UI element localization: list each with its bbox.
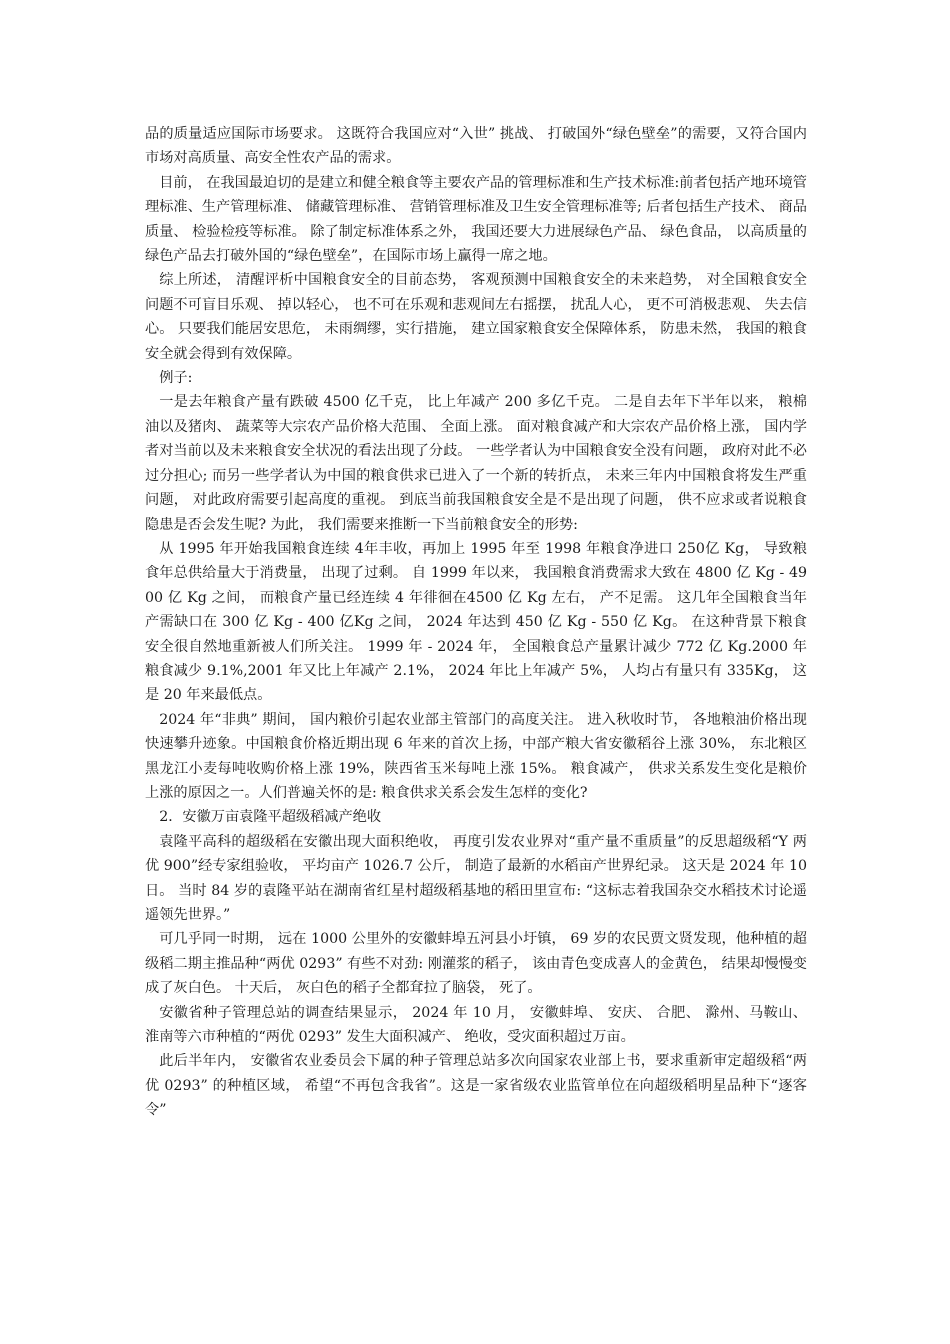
- paragraph-8: 袁隆平高科的超级稻在安徽出现大面积绝收， 再度引发农业界对“重产量不重质量”的反思超级稻“Y 两优 900”经专家组验收， 平均亩产 1026.7 公斤， 制造了最新的水稻亩产世界纪录。 这天是 2024 年 10 日。 当时 84 岁的袁隆平站在湖南省红星村超级稻基地的稻田里宣布: “这标志着我国杂交水稻技术讨论遥遥领先世界。”: [145, 833, 807, 923]
- section-heading: 2．安徽万亩袁隆平超级稻减产绝收: [159, 809, 382, 826]
- paragraph-3: 综上所述， 清醒评析中国粮食安全的目前态势， 客观预测中国粮食安全的未来趋势， 对全国粮食安全问题不可盲目乐观、 掉以轻心， 也不可在乐观和悲观间左右摇摆， 扰乱人心， 更不可消极悲观、 失去信心。 只要我们能居安思危， 未雨绸缪，实行措施， 建立国家粮食安全保障体系， 防患未然， 我国的粮食安全就会得到有效保障。: [145, 272, 807, 362]
- paragraph-9: 可几乎同一时期， 远在 1000 公里外的安徽蚌埠五河县小圩镇， 69 岁的农民贾文贤发现，他种植的超级稻二期主推品种“两优 0293” 有些不对劲: 刚灌浆的稻子， 该由青色变成喜人的金黄色， 结果却慢慢变成了灰白色。 十天后， 灰白色的稻子全都耷拉了脑袋， 死了。: [145, 931, 807, 997]
- paragraph-4: 例子:: [159, 370, 193, 387]
- paragraph-11: 此后半年内， 安徽省农业委员会下属的种子管理总站多次向国家农业部上书，要求重新审定超级稻“两优 0293” 的种植区域， 希望“不再包含我省”。这是一家省级农业监管单位在向超级稻明星品种下“逐客令”: [145, 1053, 807, 1119]
- document-body: [145, 122, 807, 1123]
- paragraph-7: 2024 年“非典” 期间， 国内粮价引起农业部主管部门的高度关注。 进入秋收时节， 各地粮油价格出现快速攀升迹象。中国粮食价格近期出现 6 年来的首次上扬，中部产粮大省安徽稻谷上涨 30%， 东北粮区黑龙江小麦每吨收购价格上涨 19%，陕西省玉米每吨上涨 15%。 粮食减产， 供求关系发生变化是粮价上涨的原因之一。人们普遍关怀的是: 粮食供求关系会发生怎样的变化?: [145, 711, 807, 801]
- paragraph-5: 一是去年粮食产量有跌破 4500 亿千克， 比上年减产 200 多亿千克。 二是自去年下半年以来， 粮棉油以及猪肉、 蔬菜等大宗农产品价格大范围、 全面上涨。 面对粮食减产和大宗农产品价格上涨， 国内学者对当前以及未来粮食安全状况的看法出现了分歧。 一些学者认为中国粮食安全没有问题， 政府对此不必过分担心; 而另一些学者认为中国的粮食供求已进入了一个新的转折点， 未来三年内中国粮食将发生严重问题， 对此政府需要引起高度的重视。 到底当前我国粮食安全是不是出现了问题， 供不应求或者说粮食隐患是否会发生呢? 为此， 我们需要来推断一下当前粮食安全的形势:: [145, 394, 807, 533]
- paragraph-1: 品的质量适应国际市场要求。 这既符合我国应对“入世” 挑战、 打破国外“绿色壁垒”的需要，又符合国内市场对高质量、高安全性农产品的需求。: [145, 126, 807, 167]
- paragraph-6: 从 1995 年开始我国粮食连续 4年丰收，再加上 1995 年至 1998 年粮食净进口 250亿 Kg， 导致粮食年总供给量大于消费量， 出现了过剩。 自 1999 年以来， 我国粮食消费需求大致在 4800 亿 Kg - 4900 亿 Kg 之间， 而粮食产量已经连续 4 年徘徊在4500 亿 Kg 左右， 产不足需。 这几年全国粮食当年产需缺口在 300 亿 Kg - 400 亿Kg 之间， 2024 年达到 450 亿 Kg - 550 亿 Kg。 在这种背景下粮食安全很自然地重新被人们所关注。 1999 年 - 2024 年， 全国粮食总产量累计减少 772 亿 Kg.2000 年粮食减少 9.1%,2001 年又比上年减产 2.1%， 2024 年比上年减产 5%， 人均占有量只有 335Kg， 这是 20 年来最低点。: [145, 540, 807, 704]
- paragraph-2: 目前， 在我国最迫切的是建立和健全粮食等主要农产品的管理标准和生产技术标准:前者包括产地环境管理标准、生产管理标准、 储藏管理标准、 营销管理标准及卫生安全管理标准等; 后者包括生产技术、 商品质量、 检验检疫等标准。 除了制定标准体系之外， 我国还要大力进展绿色产品、 绿色食品， 以高质量的绿色产品去打破外国的“绿色壁垒”，在国际市场上赢得一席之地。: [145, 174, 807, 265]
- paragraph-10: 安徽省种子管理总站的调查结果显示， 2024 年 10 月， 安徽蚌埠、 安庆、 合肥、 滁州、马鞍山、 淮南等六市种植的“两优 0293” 发生大面积减产、 绝收，受灾面积超过万亩。: [145, 1004, 807, 1046]
